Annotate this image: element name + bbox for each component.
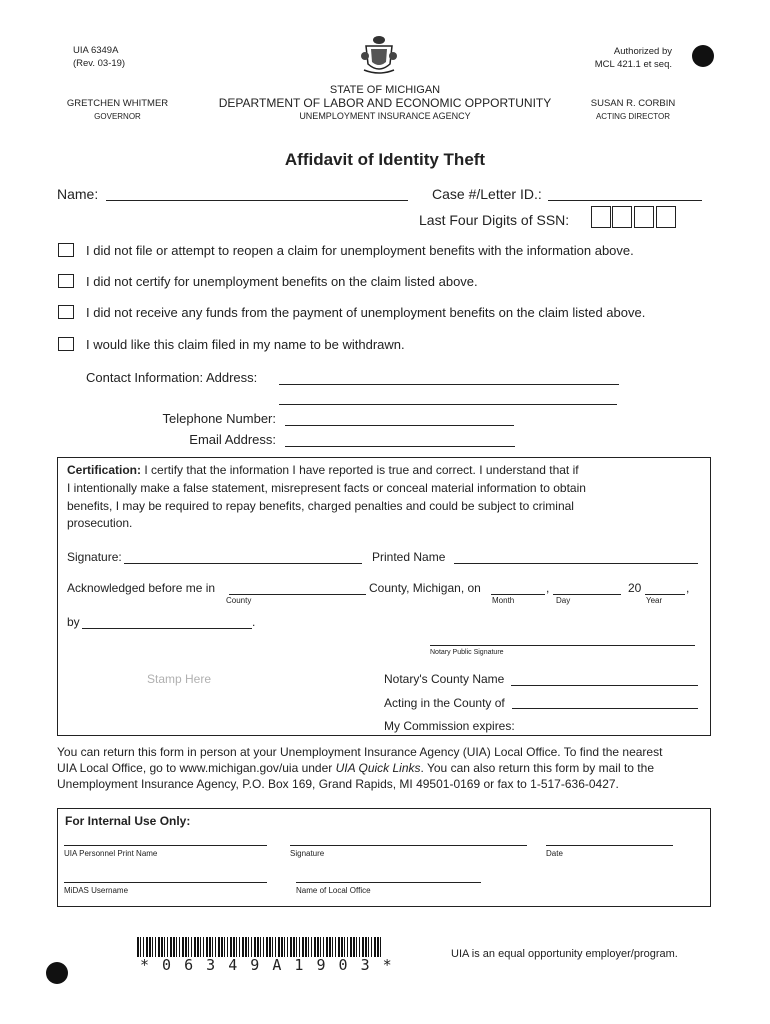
return-info-text-2c: . You can also return this form by mail to the: [420, 761, 654, 775]
ssn-digit-1[interactable]: [591, 206, 611, 228]
certification-line-1: [67, 463, 579, 477]
date-comma: ,: [546, 581, 550, 595]
governor-name: GRETCHEN WHITMER: [66, 98, 169, 109]
county-michigan-on: County, Michigan, on: [369, 581, 481, 595]
by-label: by: [67, 615, 80, 629]
internal-date-label: Date: [546, 849, 563, 858]
uia-quick-links: UIA Quick Links: [335, 761, 421, 775]
uia-website-link[interactable]: www.michigan.gov/uia: [179, 761, 299, 775]
address-label: Contact Information: Address:: [86, 370, 258, 385]
internal-date-input[interactable]: [546, 845, 673, 846]
ssn-digit-4[interactable]: [656, 206, 676, 228]
notary-signature-input[interactable]: [430, 645, 695, 646]
case-label: Case #/Letter ID.:: [432, 186, 542, 202]
printed-name-input[interactable]: [454, 563, 698, 564]
name-label: Name:: [57, 186, 99, 202]
certification-line-2: I intentionally make a false statement, misrepresent facts or conceal material information to obtain: [67, 481, 586, 495]
checkbox-no-funds-label: I did not receive any funds from the payment of unemployment benefits on the claim listed above.: [86, 305, 646, 320]
registration-mark-bottom: [46, 962, 68, 984]
form-revision: (Rev. 03-19): [73, 58, 126, 69]
by-end: .: [252, 615, 256, 629]
case-input[interactable]: [548, 200, 702, 201]
notary-signature-sublabel: Notary Public Signature: [430, 649, 504, 656]
ssn-label: Last Four Digits of SSN:: [419, 212, 570, 228]
checkbox-withdraw-claim[interactable]: [58, 337, 74, 351]
form-id: UIA 6349A: [73, 45, 119, 56]
state-seal-icon: [360, 32, 398, 76]
department-name: DEPARTMENT OF LABOR AND ECONOMIC OPPORTUNITY: [218, 96, 552, 110]
year-input[interactable]: [645, 594, 685, 595]
internal-signature-input[interactable]: [290, 845, 527, 846]
director-name: SUSAN R. CORBIN: [590, 98, 676, 109]
return-info-line-3: Unemployment Insurance Agency, P.O. Box 169, Grand Rapids, MI 49501-0169 or fax to 1-517-636-0427.: [57, 777, 619, 791]
notary-county-label: Notary's County Name: [384, 672, 505, 686]
stamp-here: Stamp Here: [147, 672, 212, 686]
internal-signature-label: Signature: [290, 849, 325, 858]
signature-label: Signature:: [67, 550, 122, 564]
director-title: ACTING DIRECTOR: [595, 112, 671, 121]
checkbox-withdraw-claim-label: I would like this claim filed in my name to be withdrawn.: [86, 337, 405, 352]
by-input[interactable]: [82, 628, 252, 629]
signature-input[interactable]: [124, 563, 362, 564]
commission-label: My Commission expires:: [384, 719, 515, 733]
checkbox-did-not-file-label: I did not file or attempt to reopen a claim for unemployment benefits with the information above.: [86, 243, 634, 258]
checkbox-no-funds[interactable]: [58, 305, 74, 319]
personnel-name-input[interactable]: [64, 845, 267, 846]
state-name: STATE OF MICHIGAN: [329, 84, 441, 96]
phone-label: Telephone Number:: [162, 411, 276, 426]
local-office-label: Name of Local Office: [296, 886, 371, 895]
internal-use-heading: For Internal Use Only:: [65, 814, 191, 828]
registration-mark-top: [692, 45, 714, 67]
return-info-line-2: [57, 761, 654, 775]
local-office-input[interactable]: [296, 882, 481, 883]
year-comma: ,: [686, 581, 690, 595]
email-label: Email Address:: [189, 432, 276, 447]
certification-text-1: I certify that the information I have reported is true and correct. I understand that if: [144, 463, 579, 477]
address-input-2[interactable]: [279, 404, 617, 405]
address-input-1[interactable]: [279, 384, 619, 385]
day-sublabel: Day: [556, 596, 571, 605]
year-sublabel: Year: [646, 596, 663, 605]
certification-line-4: prosecution.: [67, 516, 133, 530]
equal-opportunity-notice: UIA is an equal opportunity employer/program.: [451, 948, 678, 960]
year-prefix: 20: [628, 581, 642, 595]
ssn-digit-2[interactable]: [612, 206, 632, 228]
name-input[interactable]: [106, 200, 408, 201]
page-title: Affidavit of Identity Theft: [284, 150, 486, 169]
email-input[interactable]: [285, 446, 515, 447]
month-input[interactable]: [491, 594, 545, 595]
return-info-text-2b: under: [298, 761, 336, 775]
personnel-name-label: UIA Personnel Print Name: [64, 849, 158, 858]
day-input[interactable]: [553, 594, 621, 595]
barcode-icon: [137, 937, 381, 957]
authority-citation: MCL 421.1 et seq.: [594, 59, 672, 70]
acting-county-input[interactable]: [512, 708, 698, 709]
checkbox-did-not-certify[interactable]: [58, 274, 74, 288]
governor-title: GOVERNOR: [94, 112, 141, 121]
ssn-digit-3[interactable]: [634, 206, 654, 228]
barcode-text: * 0 6 3 4 9 A 1 9 0 3 *: [140, 956, 394, 974]
acknowledged-label: Acknowledged before me in: [67, 581, 216, 595]
county-sublabel: County: [226, 596, 252, 605]
authorized-by: Authorized by: [613, 46, 672, 57]
county-input[interactable]: [229, 594, 366, 595]
month-sublabel: Month: [492, 596, 515, 605]
return-info-line-1: You can return this form in person at your Unemployment Insurance Agency (UIA) Local Office. To find the nearest: [57, 745, 663, 759]
checkbox-did-not-certify-label: I did not certify for unemployment benefits on the claim listed above.: [86, 274, 478, 289]
midas-username-label: MiDAS Username: [64, 886, 129, 895]
agency-name: UNEMPLOYMENT INSURANCE AGENCY: [299, 111, 471, 121]
checkbox-did-not-file[interactable]: [58, 243, 74, 257]
certification-heading: Certification:: [67, 463, 142, 477]
return-info-text-2a: UIA Local Office, go to: [57, 761, 180, 775]
printed-name-label: Printed Name: [372, 550, 446, 564]
midas-username-input[interactable]: [64, 882, 267, 883]
certification-line-3: benefits, I may be required to repay benefits, charged penalties and could be subject to criminal: [67, 499, 574, 513]
phone-input[interactable]: [285, 425, 514, 426]
notary-county-input[interactable]: [511, 685, 698, 686]
acting-county-label: Acting in the County of: [384, 696, 505, 710]
